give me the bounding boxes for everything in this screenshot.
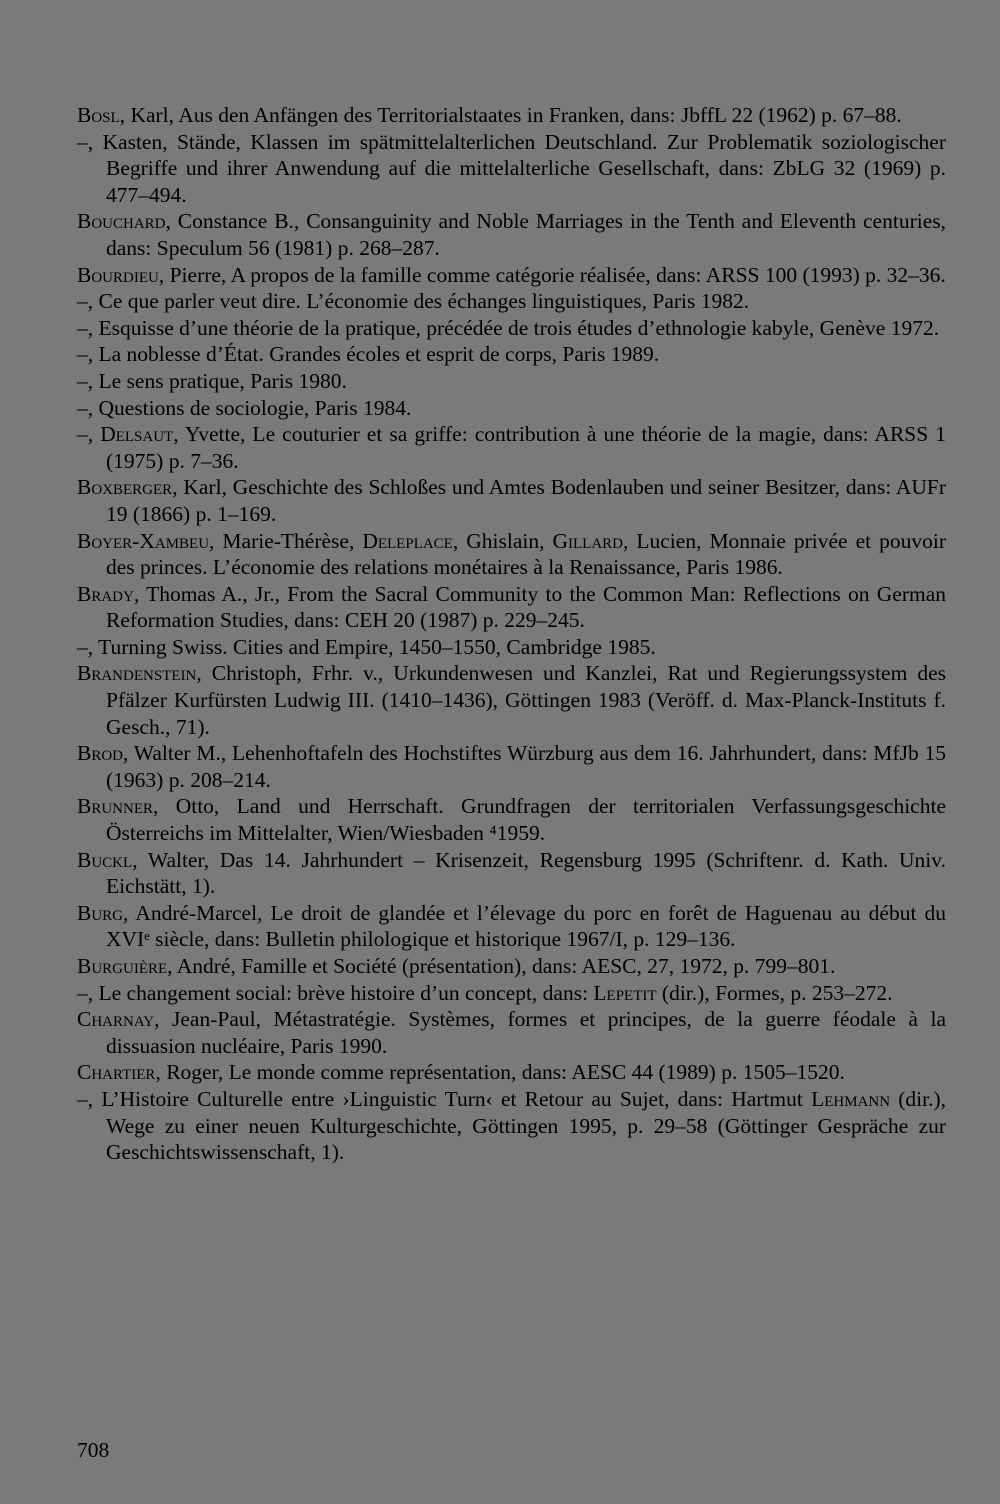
entry-text: , Constance B., Consanguinity and Noble Marriages in the Tenth and Eleventh centuries, dans: Speculum 56 (1981) p. 268–287. <box>106 209 946 260</box>
entry-author: Chartier <box>77 1060 156 1085</box>
entry-text: , Christoph, Frhr. v., Urkundenwesen und Kanzlei, Rat und Regierungssystem des Pfälzer Kurfürsten Ludwig III. (1410–1436), Göttingen 1983 (Veröff. d. Max-Planck-Instituts f. Gesch., 71). <box>106 661 946 739</box>
entry-author: Gillard <box>552 528 623 553</box>
entry-text: (dir.), Wege zu einer neuen Kulturgeschichte, Göttingen 1995, p. 29–58 (Göttinger Gespräche zur Geschichtswissenschaft, 1). <box>106 1086 946 1165</box>
bibliography-entry <box>77 129 946 209</box>
entry-text: , Marie-Thérèse, <box>209 528 363 553</box>
entry-text: –, Le sens pratique, Paris 1980. <box>77 368 347 393</box>
bibliography-entry <box>77 793 946 846</box>
bibliography-entry <box>77 581 946 634</box>
entry-author: Charnay <box>77 1007 155 1032</box>
entry-author: Brod <box>77 741 124 766</box>
entry-author: Bourdieu <box>77 262 159 287</box>
bibliography-entry <box>77 262 946 289</box>
bibliography-entry <box>77 740 946 793</box>
entry-text: –, <box>77 422 101 447</box>
bibliography-entry <box>77 900 946 953</box>
entry-author: Brady <box>77 581 134 606</box>
bibliography-entry <box>77 395 946 422</box>
entry-text: , Roger, Le monde comme représentation, dans: AESC 44 (1989) p. 1505–1520. <box>155 1060 845 1085</box>
entry-text: , Lucien, Monnaie privée et pouvoir des princes. L’économie des relations monétaires à la Renaissance, Paris 1986. <box>106 528 946 580</box>
entry-author: Buckl <box>77 847 133 872</box>
entry-author: Bosl <box>77 103 120 127</box>
bibliography-entry <box>77 634 946 661</box>
entry-author: Brunner <box>77 794 154 819</box>
bibliography-entry <box>77 474 946 527</box>
bibliography-entry <box>77 421 946 474</box>
bibliography-entry <box>77 341 946 368</box>
bibliography-entry <box>77 102 946 129</box>
entry-text: –, Ce que parler veut dire. L’économie des échanges linguistiques, Paris 1982. <box>77 289 750 314</box>
entry-text: , Walter, Das 14. Jahrhundert – Krisenzeit, Regensburg 1995 (Schriftenr. d. Kath. Univ. Eichstätt, 1). <box>106 847 946 899</box>
entry-author: Lehmann <box>811 1086 891 1111</box>
entry-text: –, Turning Swiss. Cities and Empire, 1450–1550, Cambridge 1985. <box>77 634 656 659</box>
bibliography-entry <box>77 208 946 261</box>
bibliography-entry <box>77 315 946 342</box>
entry-text: , Karl, Geschichte des Schloßes und Amtes Bodenlauben und seiner Besitzer, dans: AUFr 19 (1866) p. 1–169. <box>106 475 946 526</box>
bibliography-entry <box>77 528 946 581</box>
bibliography-entry <box>77 1006 946 1059</box>
entry-text: , Otto, Land und Herrschaft. Grundfragen der territorialen Verfassungsgeschichte Österreichs im Mittelalter, Wien/Wiesbaden ⁴1959. <box>106 794 946 846</box>
entry-text: –, Kasten, Stände, Klassen im spätmittelalterlichen Deutschland. Zur Problematik soziologischer Begriffe und ihrer Anwendung auf die mittelalterliche Gesellschaft, dans: ZbLG 32 (1969) p. 477–494. <box>77 129 946 207</box>
entry-author: Delsaut <box>100 422 174 447</box>
page-number: 708 <box>77 1438 110 1462</box>
bibliography-entry <box>77 980 946 1007</box>
entry-text: –, La noblesse d’État. Grandes écoles et esprit de corps, Paris 1989. <box>77 342 660 367</box>
entry-text: , André, Famille et Société (présentation), dans: AESC, 27, 1972, p. 799–801. <box>167 954 836 978</box>
entry-author: Lepetit <box>593 980 657 1005</box>
entry-text: , Ghislain, <box>452 528 553 553</box>
entry-text: , Pierre, A propos de la famille comme catégorie réalisée, dans: ARSS 100 (1993) p. 32–36. <box>158 262 946 287</box>
bibliography-entry <box>77 1059 946 1086</box>
entry-text: , Walter M., Lehenhoftafeln des Hochstiftes Würzburg aus dem 16. Jahrhundert, dans: MfJb 15 (1963) p. 208–214. <box>106 741 946 792</box>
bibliography-entry <box>77 953 946 980</box>
bibliography-entry <box>77 368 946 395</box>
entry-text: –, Le changement social: brève histoire d’un concept, dans: <box>77 980 594 1005</box>
entry-text: , Thomas A., Jr., From the Sacral Community to the Common Man: Reflections on German Reformation Studies, dans: CEH 20 (1987) p. 229–245. <box>106 581 946 633</box>
entry-text: (dir.), Formes, p. 253–272. <box>656 980 893 1005</box>
bibliography-page <box>77 102 946 1166</box>
entry-author: Deleplace <box>362 528 453 553</box>
entry-text: –, L’Histoire Culturelle entre ›Linguistic Turn‹ et Retour au Sujet, dans: Hartmut <box>77 1086 812 1111</box>
entry-text: , André-Marcel, Le droit de glandée et l’élevage du porc en forêt de Haguenau au début du XVIᵉ siècle, dans: Bulletin philologique et historique 1967/I, p. 129–136. <box>106 900 946 952</box>
entry-author: Brandenstein <box>77 661 197 686</box>
entry-author: Bouchard <box>77 209 166 234</box>
bibliography-entry <box>77 1086 946 1166</box>
entry-text: , Yvette, Le couturier et sa griffe: contribution à une théorie de la magie, dans: ARSS 1 (1975) p. 7–36. <box>106 422 947 473</box>
entry-author: Burg <box>77 900 124 925</box>
bibliography-entry <box>77 660 946 740</box>
entry-text: , Karl, Aus den Anfängen des Territorialstaates in Franken, dans: JbffL 22 (1962) p. 67–88. <box>119 103 902 127</box>
entry-author: Burguière <box>77 954 168 978</box>
bibliography-entry <box>77 288 946 315</box>
entry-text: –, Esquisse d’une théorie de la pratique, précédée de trois études d’ethnologie kabyle, Genève 1972. <box>77 315 940 340</box>
entry-author: Boxberger <box>77 475 173 500</box>
bibliography-entry <box>77 847 946 900</box>
entry-author: Boyer-Xambeu <box>77 528 210 553</box>
entry-text: , Jean-Paul, Métastratégie. Systèmes, formes et principes, de la guerre féodale à la dissuasion nucléaire, Paris 1990. <box>106 1007 946 1058</box>
entry-text: –, Questions de sociologie, Paris 1984. <box>77 395 412 420</box>
